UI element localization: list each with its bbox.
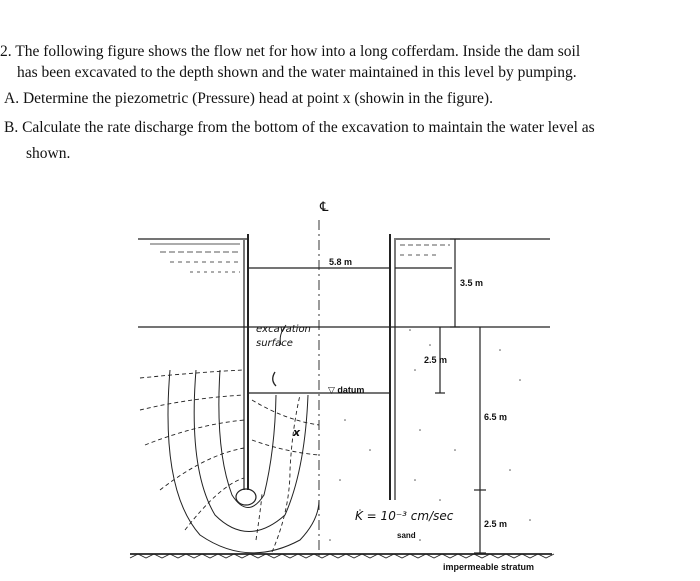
part-b-label: B. [4,119,19,136]
excavation-label-1: excavation [256,324,311,335]
stratum-label: impermeable stratum [443,562,535,572]
question-number: 2. [0,43,12,60]
pile-tip-flow-loop [236,489,256,505]
part-a-label: A. [4,90,20,107]
point-x-label: x [293,426,301,439]
dim-5-8-label: 5.8 m [329,257,353,267]
excavation-label-2: surface [256,338,293,349]
question-intro-2: has been excavated to the depth shown and the water maintained in this level by pumping. [17,64,577,81]
dim-3-5-label: 3.5 m [460,278,484,288]
dim-6-5-label: 6.5 m [484,412,508,422]
equipotential-5 [185,478,244,530]
equipotential-1 [140,370,244,378]
dim-2-5-lower-label: 2.5 m [484,519,508,529]
equipotential-8 [252,400,319,425]
part-b-text: Calculate the rate discharge from the bottom of the excavation to maintain the water level as [22,119,595,136]
equipotential-2 [140,395,244,410]
question-intro-1: The following figure shows the flow net for how into a long cofferdam. Inside the dam soil [15,43,581,60]
centerline-symbol: ℄ [320,200,329,215]
equipotential-9 [252,440,319,455]
permeability-label: K = 10⁻³ cm/sec [355,509,454,523]
soil-label: sand [397,531,416,540]
equipotential-7 [272,395,300,552]
part-a-text: Determine the piezometric (Pressure) head at point x (showin in the figure). [22,90,493,107]
dim-2-5-upper-label: 2.5 m [424,355,448,365]
part-b-text-2: shown. [26,145,71,162]
datum-label: ▽ datum [328,385,365,395]
excavation-mark [273,372,276,386]
